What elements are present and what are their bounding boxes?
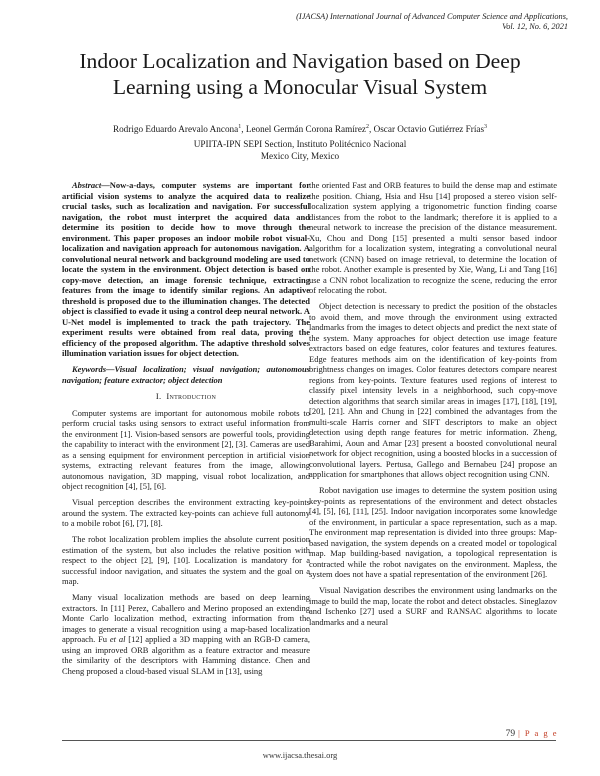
abstract-text: —Now-a-days, computer systems are important for artificial vision systems to analyze the acquired data to realize crucial tasks, such as localization and navigation. For successful navigation, the robot must interpret the acquired data and determine its position to decide how to move through the environment. This paper proposes an indoor mobile robot visual-localization and navigation approach for autonomous navigation. A convolutional neural network and background modeling are used to locate the system in the environment. Object detection is based on copy-move detection, an image forensic technique, extracting features from the image to identify similar regions. An adaptive threshold is proposed due to the illumination changes. The detected object is classified to evade it using a control deep neural network. A U-Net model is implemented to track the path trajectory. The experiment results were obtained from real data, proving the efficiency of the proposed algorithm. The adaptive threshold solves illumination variation issues for object detection.	[62, 180, 310, 358]
intro-paragraph-4	[62, 592, 310, 676]
author-1-affiliation-mark: 1	[238, 124, 242, 130]
title-line-1: Indoor Localization and Navigation based on Deep	[79, 49, 521, 73]
page-label: | P a g e	[518, 728, 558, 738]
author-list: Rodrigo Eduardo Arevalo Ancona$^1$, Leonel Germán Corona Ramírez$^2$, Oscar Octavio Gutiérrez Frías$^3$	[112, 124, 488, 134]
affiliation-location: Mexico City, Mexico	[260, 151, 340, 161]
affiliation-institution: UPIITA-IPN SEPI Section, Instituto Politécnico Nacional	[193, 139, 407, 149]
right-column	[309, 180, 557, 633]
footer-divider	[62, 740, 556, 741]
section-number: I.	[155, 391, 162, 401]
journal-header	[148, 12, 568, 32]
page-number	[506, 728, 558, 739]
intro-paragraph-4-part-b: [12] applied a 3D mapping with an RGB-D camera, using an improved ORB algorithm as a feature extractor and measure the similarity of the descriptors with Hamming distance. Chen and Cheng proposed a cloud-based visual SLAM in [13], using	[62, 634, 311, 676]
right-paragraph-4: Visual Navigation describes the environment using landmarks on the image to build the map, locate the robot and detect obstacles. Sineglazov and Ischenko [27] used a SURF and RANSAC algorithms to locate landmarks and a neural	[309, 585, 557, 627]
abstract-label: Abstract	[72, 180, 102, 190]
author-2: Leonel Germán Corona Ramírez	[245, 124, 366, 134]
author-2-affiliation-mark: 2	[365, 124, 369, 130]
affiliation	[30, 138, 570, 162]
intro-paragraph-4-etal: et al	[109, 634, 126, 644]
title-line-2: Learning using a Monocular Visual System	[112, 75, 488, 99]
left-column	[62, 180, 310, 682]
journal-website: www.ijacsa.thesai.org	[262, 750, 338, 760]
intro-paragraph-3: The robot localization problem implies the absolute current position estimation of the system, but also includes the relative position with respect to the object [2], [9], [10]. Localization is mandatory for a successful indoor navigation, and situates the system and the goal on a map.	[62, 534, 310, 586]
abstract	[62, 180, 310, 359]
intro-paragraph-1: Computer systems are important for autonomous mobile robots to perform crucial tasks using sensors to extract useful information from the environment [1]. Vision-based sensors are powerful tools, providing the capability to interact with the environment [2], [3]. Cameras are used as a sensing equipment for environment perception in artificial vision systems, extracting relevant features from the image, allowing autonomous navigation, 3D mapping, visual robot localization, and object recognition [4], [5], [6].	[62, 407, 310, 491]
keywords: Keywords—Visual localization; visual navigation; autonomous navigation; feature extractor; object detection	[62, 364, 310, 385]
author-1: Rodrigo Eduardo Arevalo Ancona	[112, 124, 239, 134]
right-paragraph-1: the oriented Fast and ORB features to build the dense map and estimate the position. Chiang, Hsia and Hsu [14] proposed a stereo vision self-localization system applying a trigonometric function finding coarse distances from the robot to the landmark; therefore it is applied to a neural network to increase the precision of the distance measurement. Xu, Chou and Dong [15] presented a multi sensor based indoor algorithm for a localization system, integrating a convolutional neural network (CNN) based on image retrieval, to determine the location of the robot. Another example is presented by Xie, Wang, Li and Tang [16] use a CNN robot localization to recognize the scene, reducing the error of relocating the robot.	[309, 180, 557, 295]
journal-volume: Vol. 12, No. 6, 2021	[502, 22, 568, 31]
paper-title	[30, 48, 570, 100]
section-title: Introduction	[166, 391, 217, 401]
right-paragraph-3: Robot navigation use images to determine the system position using key-points as representations of the environment and detect obstacles [4], [5], [6], [11], [25]. Indoor navigation incorporates some knowledge of the environment, in particular a space representation, such as a map. The environment map representation is divided into three groups: Map-based navigation, the system depends on a created model or topological map. Map building-based navigation, a topological representation is contracted while the robot navigates on the environment. Mapless, the system does not have a spatial representation of the environment [26].	[309, 485, 557, 579]
right-paragraph-2: Object detection is necessary to predict the position of the obstacles to avoid them, and move through the environment using extracted landmarks from the images to detect objects and predict the next state of the system. Many approaches for object detection use image feature extractors based on edge features, color features and textures features. Edge features methods aim on the identification of key-points from brightness changes on images. Color features detectors compare nearest regions from key-points. Texture features used regions of interest to classify pixel intensity levels in a neighborhood, such copy-move detection algorithms that search similar areas in images [17], [18], [19], [20], [21]. Ahn and Chung in [22] combined the advantages from the multi-scale Harris corner and SIFT descriptors to make an object detection using depth range features for metric information. Zheng, Barahimi, Aoun and Amar [23] present a boosted convolutional neural network for object recognition, using a boosted blocks in a succession of convolutional layers. Pertusa, Gallego and Bernabeu [24] propose an application for smartphones that allows object recognition using CNN.	[309, 301, 557, 479]
author-3-affiliation-mark: 3	[484, 124, 488, 130]
page-number-value: 79	[505, 729, 516, 739]
intro-paragraph-2: Visual perception describes the environment extracting key-points around the system. The extracted key-points can achieve full autonomy to a mobile robot [6], [7], [8].	[62, 497, 310, 528]
section-heading-introduction	[62, 391, 310, 402]
intro-paragraph-4-part-a: Many visual localization methods are based on deep learning extractors. In [11] Perez, Caballero and Merino proposed an extending Monte Carlo localization method, extracting information from the images to generate a visual recognition using a map-based localization approach. Fu	[62, 592, 310, 644]
journal-name: (IJACSA) International Journal of Advanced Computer Science and Applications,	[296, 12, 568, 21]
author-3: Oscar Octavio Gutiérrez Frías	[373, 124, 485, 134]
